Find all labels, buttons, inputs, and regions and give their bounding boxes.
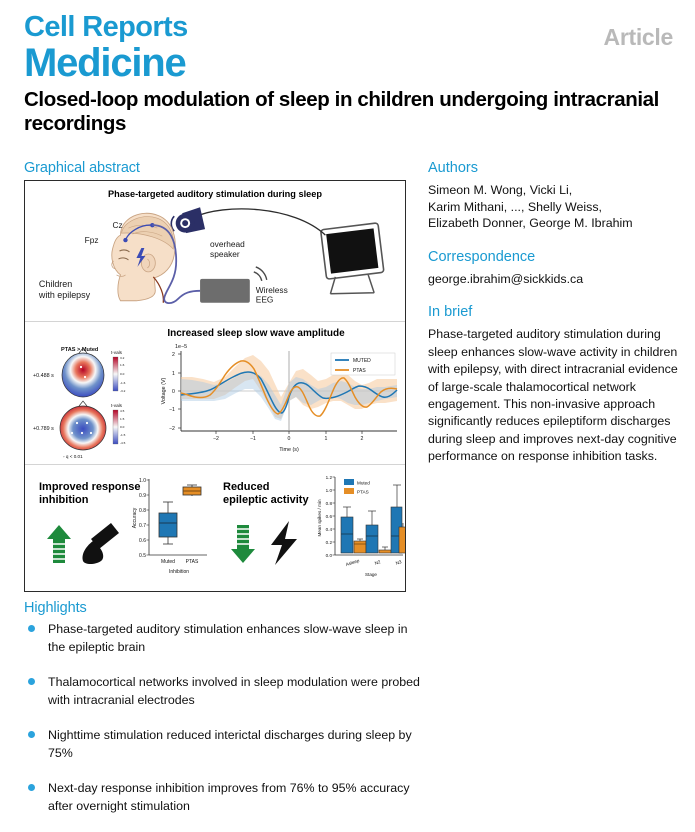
label-speaker-1: overhead (210, 239, 245, 250)
journal-name-line1: Cell Reports (24, 11, 188, 43)
box-muted (159, 502, 177, 544)
svg-text:0.0: 0.0 (120, 425, 125, 429)
svg-text:3.2: 3.2 (120, 356, 125, 360)
topo-time-2: +0.789 s (33, 426, 54, 432)
list-item (24, 779, 424, 815)
graphical-abstract-figure (24, 180, 406, 592)
authors-list (428, 182, 680, 232)
label-fpz: Fpz (84, 235, 99, 246)
xaxis-label-stage: Stage (364, 572, 378, 577)
svg-text:1.5: 1.5 (120, 417, 125, 421)
panel-divider-1 (25, 321, 405, 322)
author-line: Karim Mithani, ..., Shelly Weiss, (428, 199, 602, 214)
overhead-speaker-icon (171, 207, 205, 233)
label-cz: Cz (112, 220, 123, 231)
bullet-icon (28, 784, 35, 791)
xtick-n3: N3 (394, 559, 403, 566)
xaxis-label: Time (s) (279, 447, 299, 453)
svg-text:-1.5: -1.5 (120, 433, 126, 437)
svg-text:0: 0 (287, 436, 291, 442)
legend-ptas: PTAS (353, 368, 366, 374)
spikes-per-min-chart (313, 473, 406, 583)
page-title: Closed-loop modulation of sleep in children undergoing intracranial recordings (24, 88, 659, 135)
author-line: Simeon M. Wong, Vicki Li, (428, 183, 573, 197)
chart-legend (331, 353, 395, 375)
topoplot-1 (33, 348, 104, 397)
svg-text:2: 2 (360, 436, 364, 442)
svg-text:1: 1 (324, 436, 328, 442)
svg-text:1.0: 1.0 (325, 488, 332, 493)
epileptic-activity-icons (225, 519, 311, 567)
yaxis-label-accuracy: Accuracy (132, 507, 138, 529)
yaxis-label: Voltage (V) (161, 377, 167, 405)
svg-text:4.5: 4.5 (120, 409, 125, 413)
list-item (24, 620, 424, 656)
svg-text:0: 0 (172, 389, 175, 395)
svg-text:−2: −2 (169, 426, 175, 432)
bullet-icon (28, 625, 35, 632)
lightning-bolt-icon (271, 521, 297, 565)
highlight-text: Nighttime stimulation reduced interictal discharges during sleep by 75% (48, 728, 412, 760)
authors-heading: Authors (428, 160, 478, 176)
hand-pointing-icon (82, 523, 119, 564)
label-epilepsy: with epilepsy (38, 289, 91, 300)
journal-name-line2: Medicine (24, 41, 186, 85)
svg-text:0.4: 0.4 (325, 527, 332, 532)
legend-ptas-2: PTAS (357, 489, 369, 495)
topo-time-1: +0.488 s (33, 373, 54, 379)
svg-text:0.7: 0.7 (139, 523, 146, 529)
topography-maps (31, 341, 151, 461)
svg-text:1: 1 (172, 371, 175, 377)
svg-text:0.8: 0.8 (325, 501, 332, 506)
journal-masthead (24, 12, 188, 83)
xtick-ptas: PTAS (185, 559, 199, 565)
svg-text:0.8: 0.8 (139, 508, 146, 514)
svg-text:1.6: 1.6 (120, 363, 125, 367)
highlight-text: Thalamocortical networks involved in sleep modulation were probed with intracranial electrodes (48, 675, 420, 707)
bar-n3-ptas (399, 523, 406, 553)
svg-text:0.9: 0.9 (139, 493, 146, 499)
svg-text:1.2: 1.2 (325, 475, 332, 480)
list-item (24, 726, 424, 762)
highlights-heading: Highlights (24, 600, 87, 616)
box-ptas (183, 485, 201, 496)
bullet-icon (28, 731, 35, 738)
panel3-left-heading: Improved response inhibition (39, 481, 141, 506)
yaxis-label-spikes: Mean spikes / min (317, 499, 322, 537)
svg-text:2: 2 (172, 352, 175, 358)
graphical-abstract-heading: Graphical abstract (24, 160, 140, 176)
label-eeg-1: Wireless (255, 284, 288, 295)
svg-text:−1: −1 (169, 407, 175, 413)
xaxis-label-inhibition: Inhibition (168, 569, 190, 575)
svg-text:-3.2: -3.2 (120, 389, 126, 393)
panel3-mid-heading: Reduced epileptic activity (223, 481, 309, 506)
svg-text:−2: −2 (213, 436, 219, 442)
panel1-title: Phase-targeted auditory stimulation during sleep (108, 189, 322, 199)
svg-text:-4.5: -4.5 (120, 441, 126, 445)
author-line: Elizabeth Donner, George M. Ibrahim (428, 216, 633, 231)
in-brief-text: Phase-targeted auditory stimulation during sleep enhances slow-wave activity in children with epilepsy, with direct intracranial evidence of large-scale thalamocortical network engagement. This non-invasive approach significantly reduces epileptiform discharges during sleep and improves next-day cognitive performance on response inhibition tasks. (428, 327, 678, 464)
correspondence-email[interactable]: george.ibrahim@sickkids.ca (428, 271, 584, 286)
svg-text:-1.6: -1.6 (120, 381, 126, 385)
tablet-icon (321, 223, 384, 294)
svg-text:0.6: 0.6 (325, 514, 332, 519)
stimulation-schematic (25, 199, 405, 311)
slow-wave-chart (153, 339, 403, 457)
bar-group-asleep (341, 507, 366, 553)
svg-text:0.2: 0.2 (325, 540, 332, 545)
label-children: Children (38, 278, 73, 289)
significance-note: ◦ q < 0.01 (63, 454, 83, 459)
xtick-n2: N2 (373, 559, 382, 566)
colorbar-1 (111, 350, 126, 393)
topo-contrast-label: PTAS > Muted (61, 347, 99, 353)
topoplot-2 (33, 401, 106, 450)
right-column (428, 160, 680, 483)
cbar-label-1: t-vals (111, 350, 122, 355)
svg-text:0.0: 0.0 (120, 372, 125, 376)
scale-note: 1e−5 (175, 344, 188, 350)
spikes-chart-legend (344, 479, 370, 495)
svg-text:1.0: 1.0 (139, 478, 146, 484)
bar-group-n2 (366, 511, 391, 553)
xtick-muted: Muted (161, 559, 175, 565)
panel2-title: Increased sleep slow wave amplitude (167, 328, 345, 339)
in-brief-heading: In brief (428, 304, 473, 321)
label-eeg-2: EEG (255, 294, 274, 305)
legend-muted-2: Muted (357, 480, 370, 486)
down-arrow-icon (231, 525, 255, 563)
list-item (24, 673, 424, 709)
authors-block (428, 160, 680, 232)
cbar-label-2: t-vals (111, 403, 122, 408)
svg-text:0.0: 0.0 (325, 553, 332, 558)
svg-text:0.6: 0.6 (139, 538, 146, 544)
correspondence-block (428, 249, 680, 288)
bullet-icon (28, 678, 35, 685)
up-arrow-icon (47, 525, 71, 563)
highlights-list (24, 620, 424, 832)
xtick-asleep: Asleep (345, 558, 360, 568)
svg-text:−1: −1 (250, 436, 256, 442)
article-type-label: Article (603, 24, 673, 50)
correspondence-heading: Correspondence (428, 248, 536, 265)
highlight-text: Phase-targeted auditory stimulation enhances slow-wave sleep in the epileptic brain (48, 622, 408, 654)
colorbar-2 (111, 403, 126, 445)
accuracy-boxplot (129, 473, 211, 581)
highlight-text: Next-day response inhibition improves from 76% to 95% accuracy after overnight stimulation (48, 781, 410, 813)
panel-divider-2 (25, 464, 405, 465)
legend-muted: MUTED (353, 358, 371, 364)
response-inhibition-icons (41, 519, 121, 567)
in-brief-block (428, 304, 680, 465)
svg-text:0.5: 0.5 (139, 553, 146, 559)
cable-tablet-speaker (194, 209, 325, 235)
label-speaker-2: speaker (210, 248, 240, 259)
